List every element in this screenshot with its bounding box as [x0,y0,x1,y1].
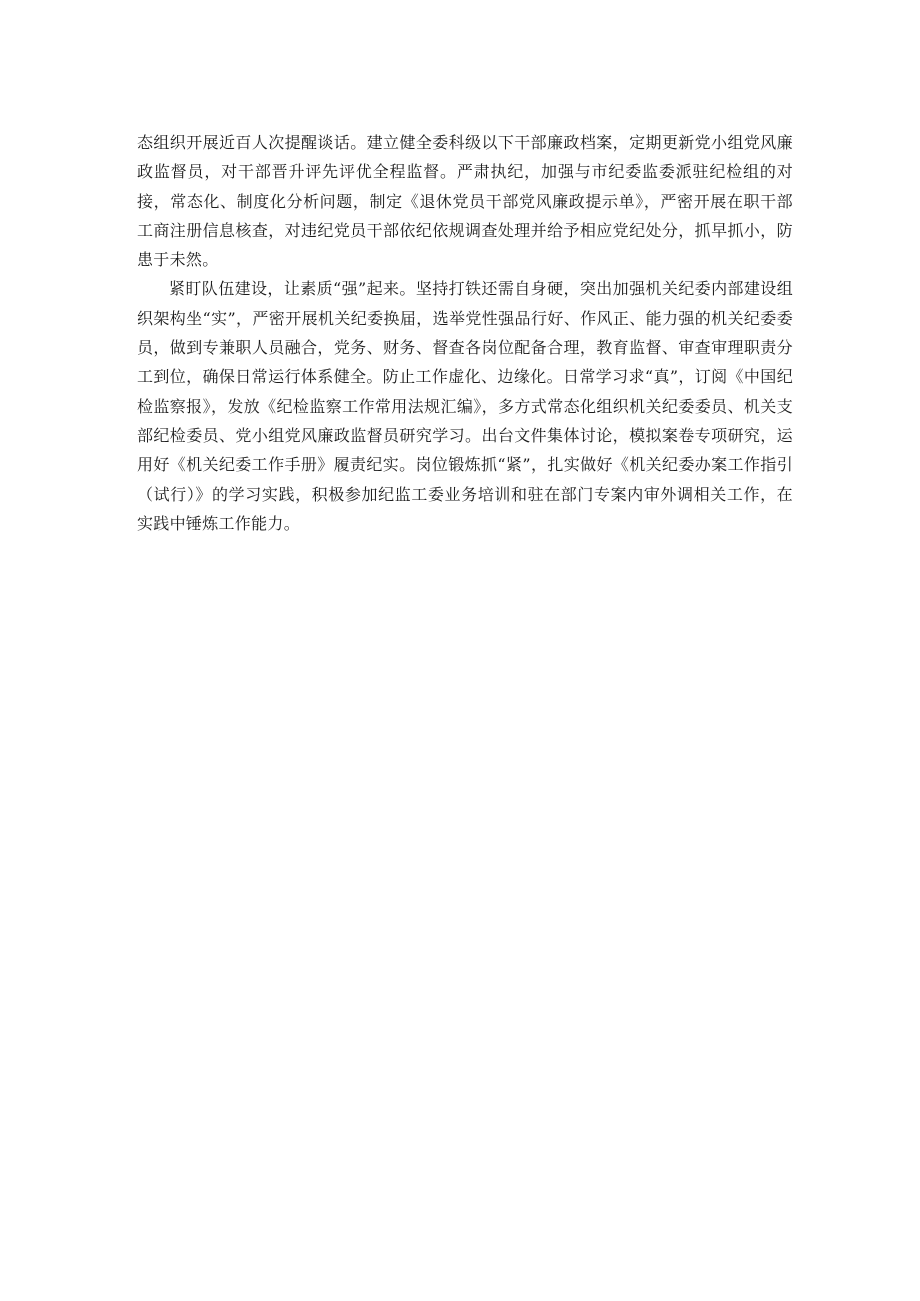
paragraph-continuation: 态组织开展近百人次提醒谈话。建立健全委科级以下干部廉政档案，定期更新党小组党风廉政监督员，对干部晋升评先评优全程监督。严肃执纪，加强与市纪委监委派驻纪检组的对接，常态化、制度化分析问题，制定《退休党员干部党风廉政提示单》，严密开展在职干部工商注册信息核查，对违纪党员干部依纪依规调查处理并给予相应党纪处分，抓早抓小，防患于未然。 [137,133,793,270]
paragraph-team-building: 紧盯队伍建设，让素质“强”起来。坚持打铁还需自身硬，突出加强机关纪委内部建设组织架构坐“实”，严密开展机关纪委换届，选举党性强品行好、作风正、能力强的机关纪委委员，做到专兼职人员融合，党务、财务、督查各岗位配备合理，教育监督、审查审理职责分工到位，确保日常运行体系健全。防止工作虚化、边缘化。日常学习求“真”，订阅《中国纪检监察报》，发放《纪检监察工作常用法规汇编》，多方式常态化组织机关纪委委员、机关支部纪检委员、党小组党风廉政监督员研究学习。出台文件集体讨论，模拟案卷专项研究，运用好《机关纪委工作手册》履责纪实。岗位锻炼抓“紧”，扎实做好《机关纪委办案工作指引（试行）》的学习实践，积极参加纪监工委业务培训和驻在部门专案内审外调相关工作，在实践中锤炼工作能力。 [137,279,793,533]
document-page [137,128,793,538]
